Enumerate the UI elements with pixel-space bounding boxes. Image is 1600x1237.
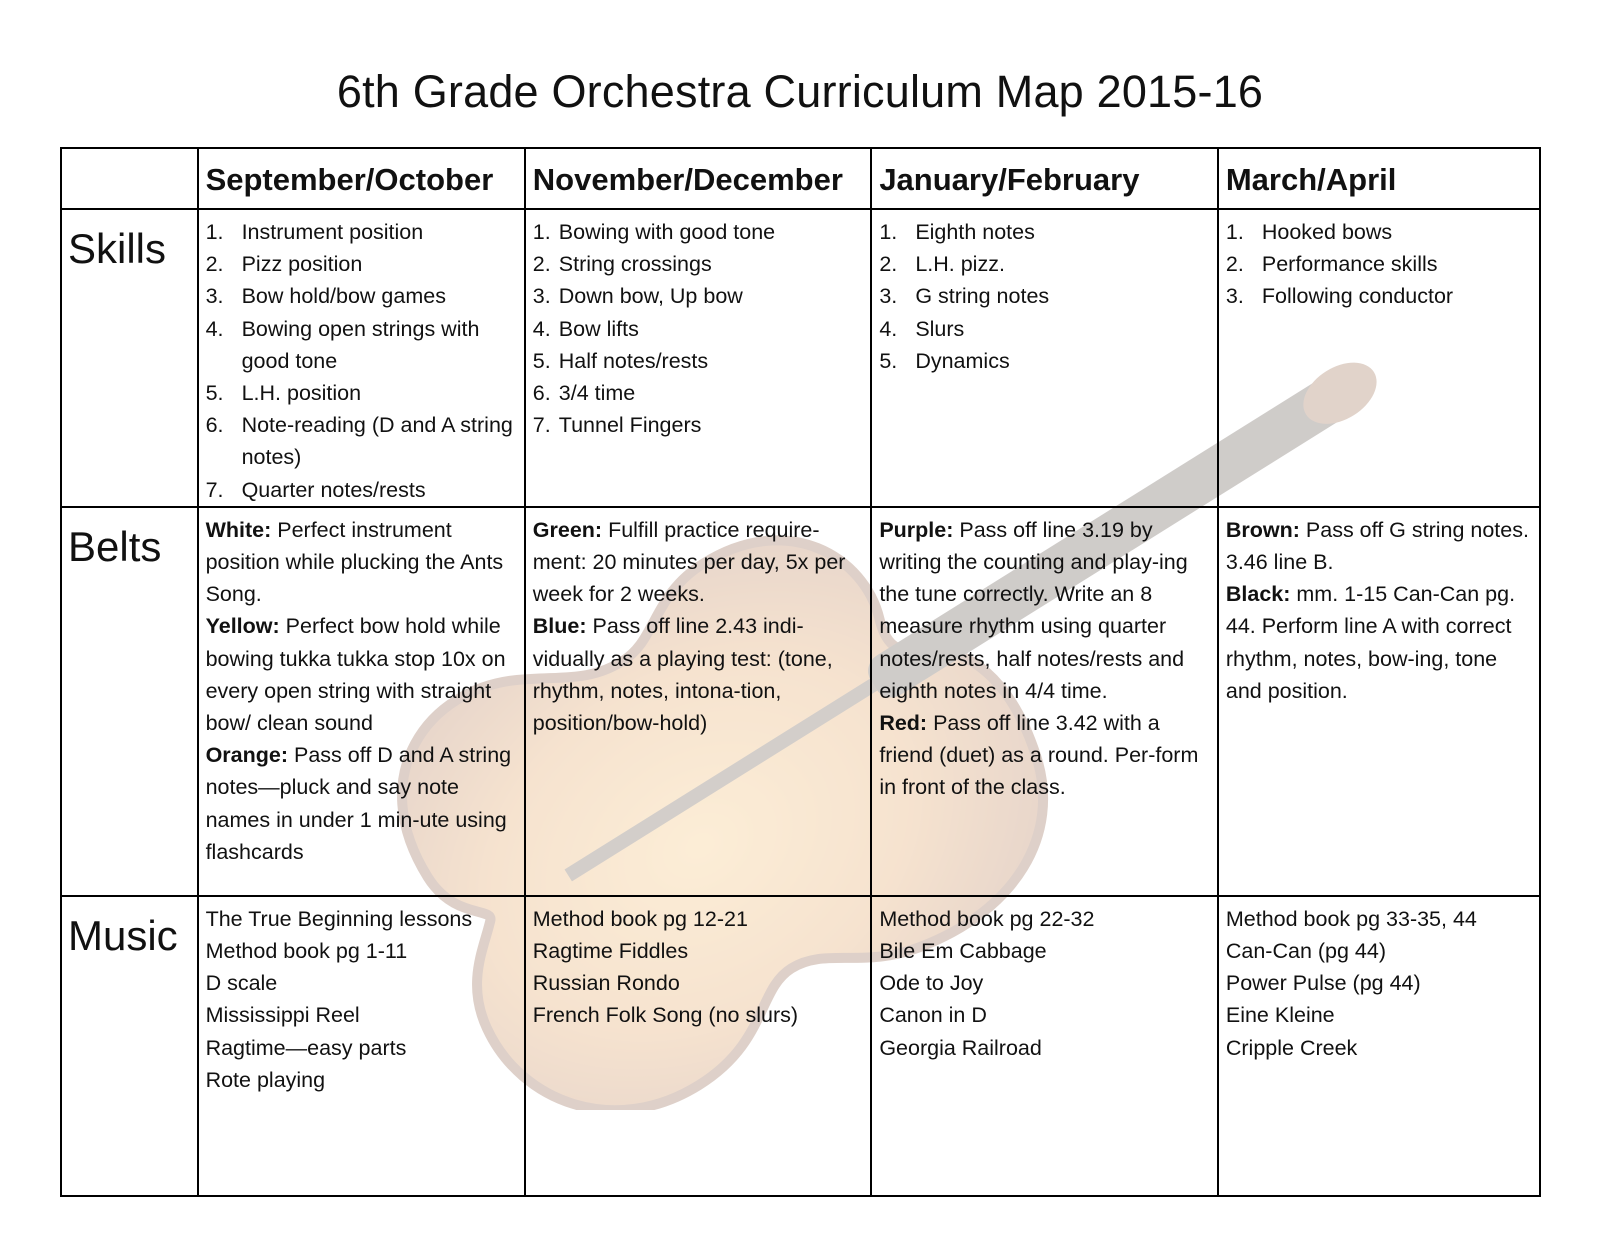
skills-cell: [1218, 209, 1540, 507]
music-item: Georgia Railroad: [879, 1035, 1042, 1060]
music-item: Cripple Creek: [1225, 1035, 1358, 1060]
skill-number: 4.: [205, 316, 224, 341]
skill-number: 1.: [205, 220, 224, 244]
skill-number: 2.: [205, 252, 224, 277]
skill-number: 2.: [532, 252, 551, 277]
skill-item: [533, 377, 865, 409]
skill-number: 5.: [205, 381, 224, 406]
belt-requirement: Pass off G string notes. 3.46 line B.: [1225, 517, 1529, 575]
skills-cell: [871, 209, 1218, 507]
skill-text: Note-reading (D and A string notes): [241, 413, 513, 470]
skill-number: 6.: [205, 413, 224, 438]
skill-text: L.H. pizz.: [915, 252, 1005, 277]
music-item: Ragtime—easy parts: [205, 1035, 407, 1060]
skill-number: 3.: [879, 284, 898, 309]
belt-requirement: Pass off line 3.42 with a friend (duet) as a round. Per-form in front of the class.: [879, 711, 1199, 800]
skill-text: G string notes: [915, 284, 1050, 309]
skill-item: [1226, 280, 1533, 312]
skill-item: [533, 313, 865, 345]
belt-entry: [1226, 578, 1533, 707]
belts-row: [61, 507, 1540, 896]
column-header: November/December: [525, 148, 872, 209]
skill-text: 3/4 time: [558, 381, 636, 406]
skill-text: Eighth notes: [915, 220, 1035, 244]
skill-item: [206, 474, 518, 506]
skill-number: 4.: [879, 316, 898, 341]
skill-item: [879, 313, 1211, 345]
music-item: The True Beginning lessons: [205, 906, 473, 931]
skill-item: [206, 377, 518, 409]
music-item: Russian Rondo: [532, 971, 680, 996]
skill-text: Slurs: [915, 316, 965, 341]
skill-item: [533, 280, 865, 312]
belt-entry: [206, 514, 518, 611]
skill-text: Bow lifts: [558, 316, 639, 341]
belt-requirement: Perfect bow hold while bowing tukka tukka stop 10x on every open string with straight bow/ clean sound: [205, 614, 506, 736]
skill-text: Dynamics: [915, 348, 1010, 373]
belt-entry: [206, 739, 518, 868]
belt-entry: [879, 707, 1211, 804]
skill-item: [206, 409, 518, 473]
skill-text: Following conductor: [1261, 284, 1454, 309]
music-item: Mississippi Reel: [205, 1003, 360, 1028]
skill-number: 5.: [532, 348, 551, 373]
skills-list: [879, 216, 1211, 377]
music-cell: [1218, 896, 1540, 1196]
belt-requirement: Pass off D and A string notes—pluck and say note names in under 1 min-ute using flashcards: [205, 743, 512, 864]
skill-number: 1.: [1225, 220, 1244, 244]
music-row: [61, 896, 1540, 1196]
skill-number: 7.: [205, 477, 224, 502]
header-row: [61, 148, 1540, 209]
skill-text: Down bow, Up bow: [558, 284, 743, 309]
skill-text: L.H. position: [241, 381, 362, 406]
belt-requirement: Fulfill practice require-ment: 20 minutes per day, 5x per week for 2 weeks.: [532, 517, 846, 607]
skills-row: [61, 209, 1540, 507]
row-header-skills: Skills: [61, 209, 198, 507]
skill-number: 3.: [532, 284, 551, 309]
skills-list: [533, 216, 865, 441]
belt-color-label: Black:: [1225, 582, 1291, 607]
music-item: French Folk Song (no slurs): [532, 1003, 799, 1028]
skill-item: [1226, 216, 1533, 248]
skill-text: Pizz position: [241, 252, 363, 277]
skill-item: [533, 345, 865, 377]
skill-item: [206, 280, 518, 312]
belt-entry: [206, 610, 518, 739]
skill-text: Performance skills: [1261, 252, 1438, 277]
music-cell: [525, 896, 872, 1196]
skill-item: [533, 216, 865, 248]
column-header: March/April: [1218, 148, 1540, 209]
skill-item: [879, 345, 1211, 377]
belts-cell: [1218, 507, 1540, 896]
skill-number: 3.: [205, 284, 224, 309]
skills-list: [1226, 216, 1533, 313]
skill-item: [879, 216, 1211, 248]
skill-item: [206, 216, 518, 248]
row-header-belts: Belts: [61, 507, 198, 896]
belt-color-label: Brown:: [1225, 517, 1300, 542]
music-item: Method book pg 12-21: [532, 906, 748, 931]
music-item: Eine Kleine: [1225, 1003, 1335, 1028]
curriculum-table: [60, 147, 1541, 1197]
music-item: Can-Can (pg 44): [1225, 939, 1386, 964]
skill-number: 3.: [1225, 284, 1244, 309]
belt-color-label: Blue:: [532, 614, 587, 639]
music-item: Rote playing: [205, 1067, 326, 1092]
column-header: January/February: [871, 148, 1218, 209]
belt-color-label: White:: [205, 517, 272, 542]
corner-cell: [61, 148, 198, 209]
belt-entry: [1226, 514, 1533, 578]
belt-requirement: Pass off line 2.43 indi-vidually as a playing test: (tone, rhythm, notes, intona-tion, position/bow-hold): [532, 614, 833, 736]
skill-number: 7.: [532, 413, 551, 438]
music-item: Method book pg 33-35, 44: [1225, 906, 1477, 931]
skill-text: Bow hold/bow games: [241, 284, 446, 309]
skill-number: 4.: [532, 316, 551, 341]
skill-number: 2.: [879, 252, 898, 277]
belt-color-label: Green:: [532, 517, 603, 542]
row-header-music: Music: [61, 896, 198, 1196]
skill-number: 2.: [1225, 252, 1244, 277]
belt-color-label: Purple:: [879, 517, 954, 542]
skill-text: Instrument position: [241, 220, 424, 244]
skill-number: 5.: [879, 348, 898, 373]
skills-cell: [198, 209, 525, 507]
music-item: D scale: [205, 971, 278, 996]
belts-cell: [525, 507, 872, 896]
skill-item: [879, 248, 1211, 280]
music-cell: [198, 896, 525, 1196]
belt-color-label: Orange:: [205, 743, 289, 768]
skill-item: [879, 280, 1211, 312]
music-item: Method book pg 22-32: [879, 906, 1095, 931]
skills-cell: [525, 209, 872, 507]
belts-cell: [871, 507, 1218, 896]
belt-color-label: Red:: [879, 711, 928, 736]
skill-number: 1.: [532, 220, 551, 244]
skill-item: [533, 248, 865, 280]
music-item: Ragtime Fiddles: [532, 939, 689, 964]
belt-color-label: Yellow:: [205, 614, 280, 639]
skill-text: String crossings: [558, 252, 712, 277]
column-header: September/October: [198, 148, 525, 209]
music-item: Ode to Joy: [879, 971, 984, 996]
skills-list: [206, 216, 518, 506]
music-cell: [871, 896, 1218, 1196]
skill-text: Hooked bows: [1261, 220, 1393, 244]
skill-text: Quarter notes/rests: [241, 477, 426, 502]
music-item: Canon in D: [879, 1003, 987, 1028]
belt-entry: [879, 514, 1211, 707]
belt-requirement: Pass off line 3.19 by writing the counting and play-ing the tune correctly. Write an 8 measure rhythm using quarter notes/rests, half notes/rests and eighth notes in 4/4 time.: [879, 517, 1188, 703]
music-item: Method book pg 1-11: [205, 939, 408, 964]
skill-item: [206, 248, 518, 280]
skill-text: Bowing open strings with good tone: [241, 316, 480, 373]
belts-cell: [198, 507, 525, 896]
skill-item: [206, 313, 518, 377]
skill-item: [1226, 248, 1533, 280]
skill-number: 6.: [532, 381, 551, 406]
music-item: Power Pulse (pg 44): [1225, 971, 1421, 996]
skill-text: Tunnel Fingers: [558, 413, 702, 438]
skill-item: [533, 409, 865, 441]
belt-requirement: mm. 1-15 Can-Can pg. 44. Perform line A with correct rhythm, notes, bow-ing, tone and position.: [1225, 582, 1516, 703]
music-item: Bile Em Cabbage: [879, 939, 1047, 964]
page-title: 6th Grade Orchestra Curriculum Map 2015-16: [336, 66, 1264, 117]
skill-text: Bowing with good tone: [558, 220, 776, 244]
skill-number: 1.: [879, 220, 898, 244]
belt-requirement: Perfect instrument position while plucking the Ants Song.: [205, 517, 504, 607]
belt-entry: [533, 514, 865, 611]
skill-text: Half notes/rests: [558, 348, 709, 373]
belt-entry: [533, 610, 865, 739]
